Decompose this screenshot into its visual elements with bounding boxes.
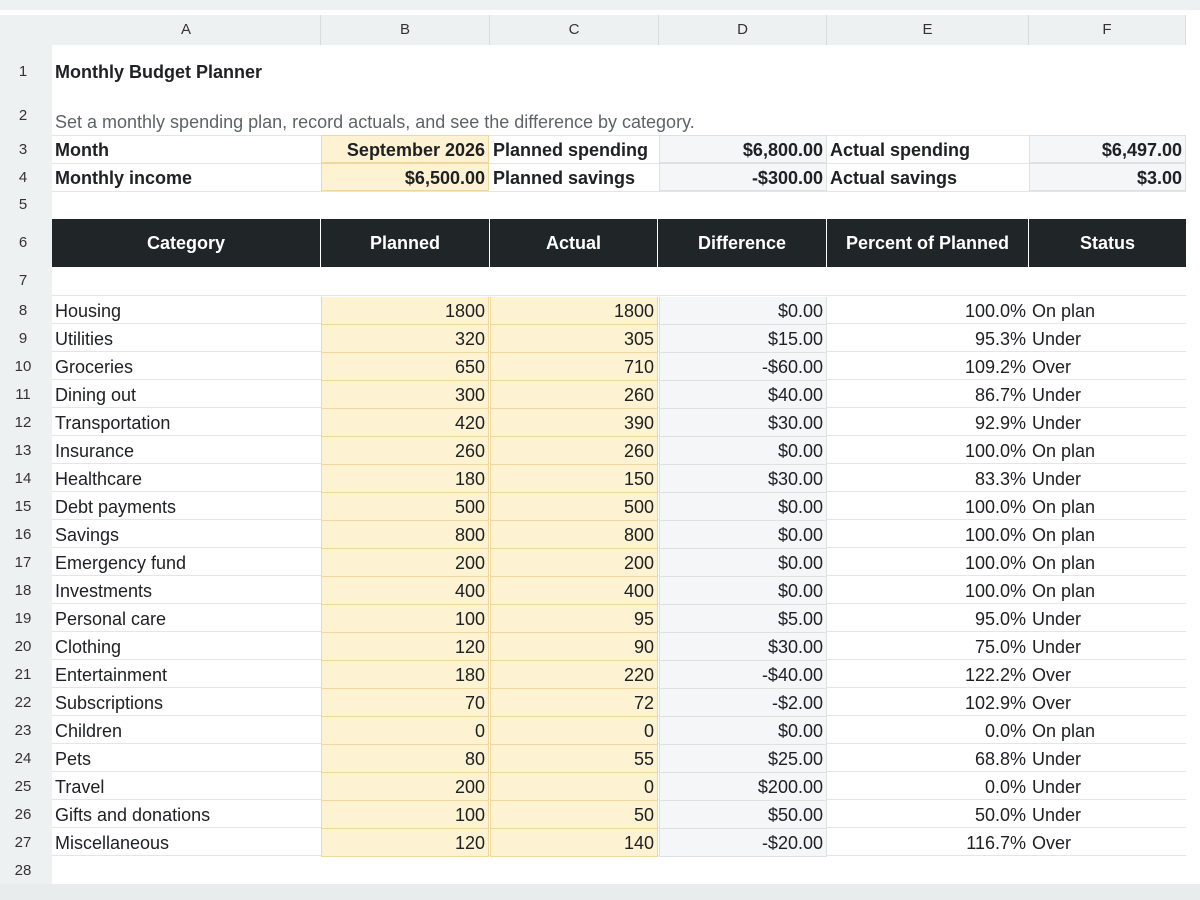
planned-savings-value[interactable]: -$300.00 — [659, 163, 827, 191]
sheet-tabs-bar — [0, 884, 1200, 900]
actual-cell[interactable]: 710 — [490, 353, 658, 381]
status-cell[interactable]: Over — [1032, 693, 1072, 713]
percent-cell[interactable]: 100.0% — [964, 301, 1026, 321]
status-cell[interactable]: On plan — [1032, 301, 1096, 321]
planned-cell[interactable]: 800 — [321, 521, 489, 549]
difference-cell[interactable]: $15.00 — [659, 325, 827, 353]
planned-cell[interactable]: 420 — [321, 409, 489, 437]
status-cell[interactable]: On plan — [1032, 721, 1096, 741]
planned-cell[interactable]: 1800 — [321, 297, 489, 325]
header-category[interactable]: Category — [52, 219, 321, 267]
category-cell[interactable]: Groceries — [55, 357, 134, 377]
category-cell[interactable]: Entertainment — [55, 665, 168, 685]
category-cell[interactable]: Investments — [55, 581, 153, 601]
category-cell[interactable]: Utilities — [55, 329, 114, 349]
category-cell[interactable]: Gifts and donations — [55, 805, 211, 825]
row-header-13[interactable]: 13 — [14, 442, 32, 459]
status-cell[interactable]: Under — [1032, 329, 1082, 349]
actual-cell[interactable]: 500 — [490, 493, 658, 521]
actual-cell[interactable]: 90 — [490, 633, 658, 661]
difference-cell[interactable]: $30.00 — [659, 465, 827, 493]
planned-cell[interactable]: 100 — [321, 801, 489, 829]
planned-cell[interactable]: 120 — [321, 829, 489, 857]
row-header-10[interactable]: 10 — [14, 358, 32, 375]
difference-cell[interactable]: $0.00 — [659, 549, 827, 577]
row-header-27[interactable]: 27 — [14, 834, 32, 851]
percent-cell[interactable]: 100.0% — [964, 497, 1026, 517]
actual-cell[interactable]: 150 — [490, 465, 658, 493]
row-header-5[interactable]: 5 — [18, 196, 28, 213]
row-header-14[interactable]: 14 — [14, 470, 32, 487]
gridline — [52, 295, 1186, 296]
row-header-17[interactable]: 17 — [14, 554, 32, 571]
difference-cell[interactable]: $0.00 — [659, 437, 827, 465]
planned-cell[interactable]: 260 — [321, 437, 489, 465]
actual-cell[interactable]: 800 — [490, 521, 658, 549]
planned-cell[interactable]: 200 — [321, 773, 489, 801]
difference-cell[interactable]: $5.00 — [659, 605, 827, 633]
percent-cell[interactable]: 0.0% — [984, 777, 1026, 797]
difference-cell[interactable]: $0.00 — [659, 493, 827, 521]
percent-cell[interactable]: 100.0% — [964, 581, 1026, 601]
difference-cell[interactable]: $200.00 — [659, 773, 827, 801]
row-header-21[interactable]: 21 — [14, 666, 32, 683]
percent-cell[interactable]: 95.3% — [974, 329, 1026, 349]
column-header-f[interactable]: F — [1029, 15, 1186, 45]
actual-cell[interactable]: 1800 — [490, 297, 658, 325]
difference-cell[interactable]: -$2.00 — [659, 689, 827, 717]
actual-cell[interactable]: 305 — [490, 325, 658, 353]
percent-cell[interactable]: 68.8% — [974, 749, 1026, 769]
planned-cell[interactable]: 300 — [321, 381, 489, 409]
category-cell[interactable]: Emergency fund — [55, 553, 187, 573]
actual-cell[interactable]: 95 — [490, 605, 658, 633]
sheet-subtitle[interactable]: Set a monthly spending plan, record actuals, and see the difference by category. — [55, 112, 695, 132]
percent-cell[interactable]: 86.7% — [974, 385, 1026, 405]
category-cell[interactable]: Insurance — [55, 441, 135, 461]
status-cell[interactable]: Under — [1032, 637, 1082, 657]
planned-cell[interactable]: 200 — [321, 549, 489, 577]
percent-cell[interactable]: 102.9% — [964, 693, 1026, 713]
row-header-6[interactable]: 6 — [18, 234, 28, 251]
percent-cell[interactable]: 50.0% — [974, 805, 1026, 825]
status-cell[interactable]: Under — [1032, 413, 1082, 433]
category-cell[interactable]: Healthcare — [55, 469, 143, 489]
percent-cell[interactable]: 109.2% — [964, 357, 1026, 377]
difference-cell[interactable]: $30.00 — [659, 633, 827, 661]
planned-savings-label[interactable]: Planned savings — [493, 168, 636, 188]
row-header-7[interactable]: 7 — [18, 272, 28, 289]
category-cell[interactable]: Subscriptions — [55, 693, 164, 713]
difference-cell[interactable]: -$20.00 — [659, 829, 827, 857]
month-input[interactable]: September 2026 — [321, 135, 489, 163]
status-cell[interactable]: On plan — [1032, 553, 1096, 573]
status-cell[interactable]: Under — [1032, 609, 1082, 629]
planned-cell[interactable]: 650 — [321, 353, 489, 381]
category-cell[interactable]: Travel — [55, 777, 105, 797]
difference-cell[interactable]: -$60.00 — [659, 353, 827, 381]
status-cell[interactable]: On plan — [1032, 525, 1096, 545]
row-header-9[interactable]: 9 — [18, 330, 28, 347]
planned-cell[interactable]: 320 — [321, 325, 489, 353]
income-label[interactable]: Monthly income — [55, 168, 193, 188]
row-header-11[interactable]: 11 — [15, 386, 31, 403]
header-percent-of-planned[interactable]: Percent of Planned — [827, 219, 1029, 267]
difference-cell[interactable]: $0.00 — [659, 577, 827, 605]
row-header-3[interactable]: 3 — [18, 141, 28, 158]
planned-spending-label[interactable]: Planned spending — [493, 140, 649, 160]
difference-cell[interactable]: $30.00 — [659, 409, 827, 437]
actual-cell[interactable]: 260 — [490, 381, 658, 409]
planned-cell[interactable]: 180 — [321, 661, 489, 689]
category-cell[interactable]: Housing — [55, 301, 122, 321]
percent-cell[interactable]: 100.0% — [964, 553, 1026, 573]
difference-cell[interactable]: $0.00 — [659, 717, 827, 745]
row-header-26[interactable]: 26 — [14, 806, 32, 823]
header-planned[interactable]: Planned — [321, 219, 490, 267]
planned-cell[interactable]: 120 — [321, 633, 489, 661]
planned-cell[interactable]: 500 — [321, 493, 489, 521]
difference-cell[interactable]: $50.00 — [659, 801, 827, 829]
header-status[interactable]: Status — [1029, 219, 1186, 267]
status-cell[interactable]: Under — [1032, 385, 1082, 405]
category-cell[interactable]: Savings — [55, 525, 120, 545]
status-cell[interactable]: Over — [1032, 665, 1072, 685]
status-cell[interactable]: Over — [1032, 357, 1072, 377]
row-header-15[interactable]: 15 — [14, 498, 32, 515]
actual-cell[interactable]: 220 — [490, 661, 658, 689]
column-header-e[interactable]: E — [827, 15, 1029, 45]
column-header-c[interactable]: C — [490, 15, 659, 45]
actual-cell[interactable]: 200 — [490, 549, 658, 577]
planned-cell[interactable]: 180 — [321, 465, 489, 493]
status-cell[interactable]: Over — [1032, 833, 1072, 853]
actual-cell[interactable]: 400 — [490, 577, 658, 605]
category-cell[interactable]: Miscellaneous — [55, 833, 170, 853]
difference-cell[interactable]: $0.00 — [659, 297, 827, 325]
actual-savings-label[interactable]: Actual savings — [830, 168, 958, 188]
percent-cell[interactable]: 100.0% — [964, 441, 1026, 461]
planned-spending-value[interactable]: $6,800.00 — [659, 135, 827, 163]
category-cell[interactable]: Clothing — [55, 637, 122, 657]
category-cell[interactable]: Debt payments — [55, 497, 177, 517]
status-cell[interactable]: Under — [1032, 469, 1082, 489]
status-cell[interactable]: On plan — [1032, 497, 1096, 517]
percent-cell[interactable]: 95.0% — [974, 609, 1026, 629]
planned-cell[interactable]: 0 — [321, 717, 489, 745]
actual-spending-value[interactable]: $6,497.00 — [1029, 135, 1186, 163]
percent-cell[interactable]: 92.9% — [974, 413, 1026, 433]
header-difference[interactable]: Difference — [658, 219, 827, 267]
actual-cell[interactable]: 0 — [490, 773, 658, 801]
status-cell[interactable]: Under — [1032, 805, 1082, 825]
actual-spending-label[interactable]: Actual spending — [830, 140, 971, 160]
difference-cell[interactable]: -$40.00 — [659, 661, 827, 689]
row-header-2[interactable]: 2 — [18, 107, 28, 124]
row-header-4[interactable]: 4 — [18, 169, 28, 186]
status-cell[interactable]: Under — [1032, 749, 1082, 769]
row-header-12[interactable]: 12 — [14, 414, 32, 431]
income-input[interactable]: $6,500.00 — [321, 163, 489, 191]
actual-savings-value[interactable]: $3.00 — [1029, 163, 1186, 191]
actual-cell[interactable]: 390 — [490, 409, 658, 437]
percent-cell[interactable]: 116.7% — [966, 833, 1026, 853]
percent-cell[interactable]: 100.0% — [964, 525, 1026, 545]
percent-cell[interactable]: 122.2% — [964, 665, 1026, 685]
planned-cell[interactable]: 80 — [321, 745, 489, 773]
month-label[interactable]: Month — [55, 140, 109, 160]
actual-cell[interactable]: 50 — [490, 801, 658, 829]
row-header-19[interactable]: 19 — [14, 610, 32, 627]
planned-cell[interactable]: 100 — [321, 605, 489, 633]
difference-cell[interactable]: $40.00 — [659, 381, 827, 409]
category-cell[interactable]: Dining out — [55, 385, 137, 405]
category-cell[interactable]: Transportation — [55, 413, 171, 433]
row-header-23[interactable]: 23 — [14, 722, 32, 739]
select-all-corner[interactable] — [0, 15, 53, 45]
actual-cell[interactable]: 140 — [490, 829, 658, 857]
actual-cell[interactable]: 55 — [490, 745, 658, 773]
category-cell[interactable]: Children — [55, 721, 123, 741]
actual-cell[interactable]: 72 — [490, 689, 658, 717]
row-header-28[interactable]: 28 — [14, 862, 32, 879]
status-cell[interactable]: On plan — [1032, 581, 1096, 601]
percent-cell[interactable]: 83.3% — [974, 469, 1026, 489]
difference-cell[interactable]: $25.00 — [659, 745, 827, 773]
actual-cell[interactable]: 0 — [490, 717, 658, 745]
header-actual[interactable]: Actual — [490, 219, 658, 267]
percent-cell[interactable]: 75.0% — [974, 637, 1026, 657]
row-header-25[interactable]: 25 — [14, 778, 32, 795]
status-cell[interactable]: On plan — [1032, 441, 1096, 461]
column-header-b[interactable]: B — [321, 15, 490, 45]
row-header-20[interactable]: 20 — [14, 638, 32, 655]
table-header-row — [52, 219, 1186, 267]
category-cell[interactable]: Pets — [55, 749, 92, 769]
row-header-22[interactable]: 22 — [14, 694, 32, 711]
percent-cell[interactable]: 0.0% — [984, 721, 1026, 741]
actual-cell[interactable]: 260 — [490, 437, 658, 465]
row-header-24[interactable]: 24 — [14, 750, 32, 767]
difference-cell[interactable]: $0.00 — [659, 521, 827, 549]
column-header-a[interactable]: A — [52, 15, 321, 45]
row-header-8[interactable]: 8 — [18, 302, 28, 319]
planned-cell[interactable]: 70 — [321, 689, 489, 717]
sheet-title[interactable]: Monthly Budget Planner — [55, 62, 262, 82]
row-header-16[interactable]: 16 — [14, 526, 32, 543]
category-cell[interactable]: Personal care — [55, 609, 167, 629]
row-header-18[interactable]: 18 — [14, 582, 32, 599]
column-header-d[interactable]: D — [659, 15, 827, 45]
top-toolbar-strip — [0, 0, 1200, 10]
row-header-1[interactable]: 1 — [18, 63, 28, 80]
planned-cell[interactable]: 400 — [321, 577, 489, 605]
status-cell[interactable]: Under — [1032, 777, 1082, 797]
